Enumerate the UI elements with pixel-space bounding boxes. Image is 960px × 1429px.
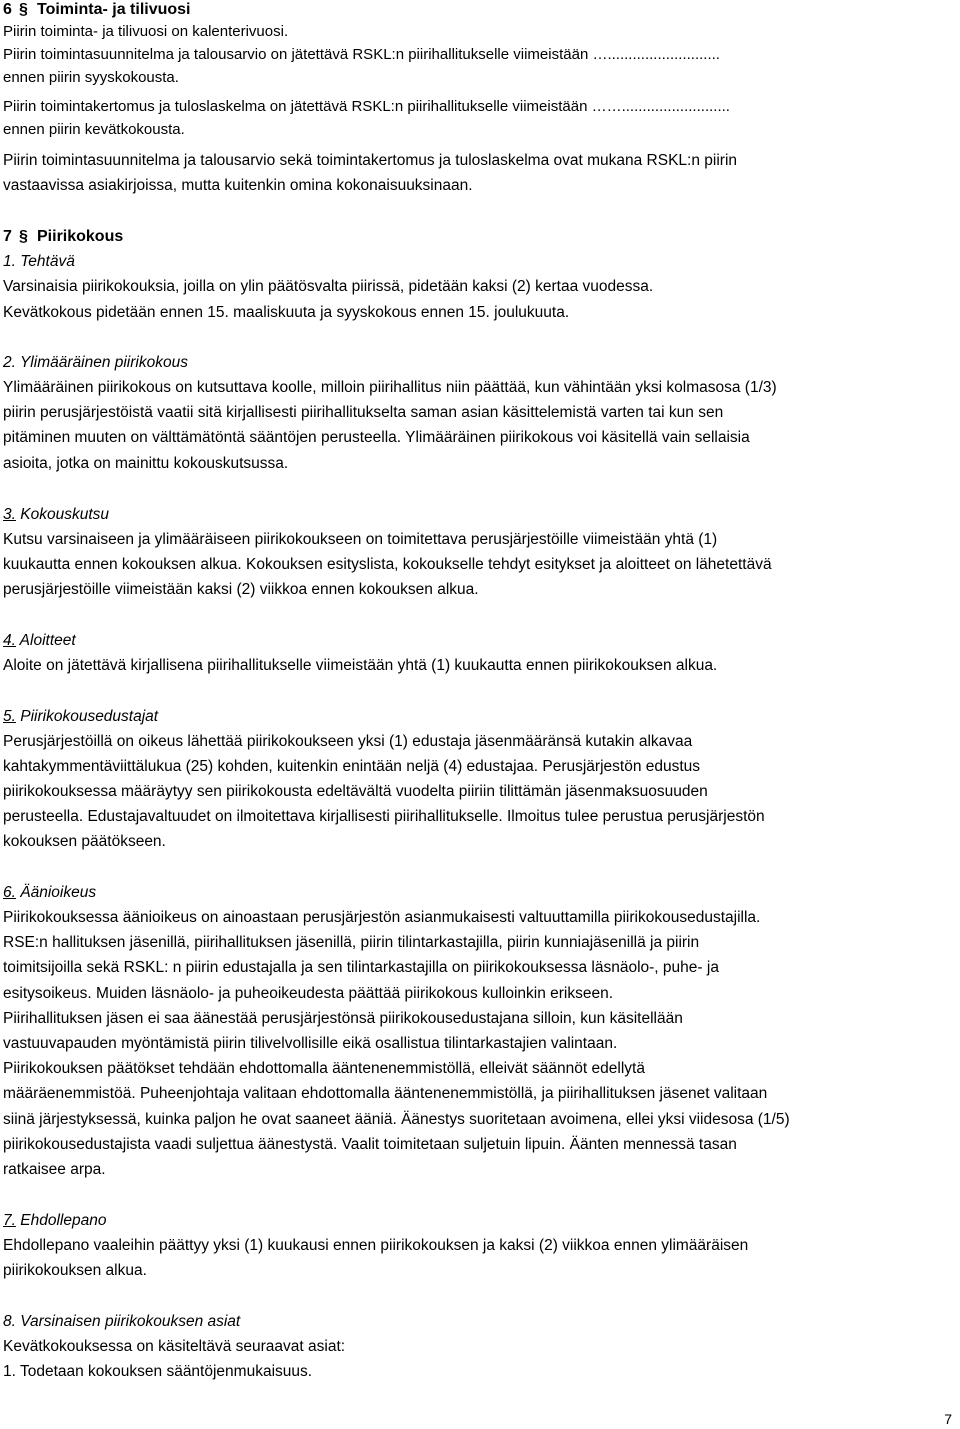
subsection-heading	[3, 707, 158, 727]
text-line: piirikokousedustajista vaadi suljettua äänestystä. Vaalit toimitetaan suljetuin lipuin. Äänten mennessä tasan	[3, 1136, 737, 1153]
section-title: Toiminta- ja tilivuosi	[37, 1, 191, 18]
text-line: piirikokouksen alkua.	[3, 1262, 147, 1279]
text-line: vastaavissa asiakirjoissa, mutta kuitenkin omina kokonaisuuksinaan.	[3, 177, 473, 194]
text-line: toimitsijoilla sekä RSKL: n piirin edustajalla ja sen tilintarkastajilla on piirikokouksessa läsnäolo-, puhe- ja	[3, 959, 719, 976]
subsection-heading	[3, 1312, 240, 1332]
text-line: Ylimääräinen piirikokous on kutsuttava koolle, milloin piirihallitus niin päättää, kun vähintään yksi kolmasosa (1/3)	[3, 379, 777, 396]
subsection-heading	[3, 883, 96, 903]
subsection-number: 1.	[3, 253, 16, 270]
text-line: vastuuvapauden myöntämistä piirin tilivelvollisille eikä osallistua tilintarkastajien valintaan.	[3, 1035, 618, 1052]
text-line: ennen piirin syyskokousta.	[3, 69, 179, 86]
text-line: Kevätkokouksessa on käsiteltävä seuraavat asiat:	[3, 1338, 346, 1355]
subsection-number: 7.	[3, 1212, 16, 1229]
subsection-number: 6.	[3, 884, 16, 901]
text-line: Kutsu varsinaiseen ja ylimääräiseen piirikokoukseen on toimitettava perusjärjestöille viimeistään yhtä (1)	[3, 531, 718, 548]
text-line: perusjärjestöille viimeistään kaksi (2) viikkoa ennen kokouksen alkua.	[3, 581, 479, 598]
text-line: piirikokouksessa määräytyy sen piirikokousta edeltävältä vuodelta piiriin tilittämän jäsenmaksuosuuden	[3, 783, 708, 800]
subsection-title: Piirikokousedustajat	[20, 708, 159, 725]
text-line: RSE:n hallituksen jäsenillä, piirihallituksen jäsenillä, piirin tilintarkastajilla, piirin kunniajäsenillä ja piirin	[3, 934, 700, 951]
subsection-heading	[3, 1211, 106, 1231]
text-line: perusteella. Edustajavaltuudet on ilmoitettava kirjallisesti piirihallitukselle. Ilmoitus tulee perustua perusjärjestön	[3, 808, 765, 825]
text-line: määräenemmistöä. Puheenjohtaja valitaan ehdottomalla ääntenenemmistöllä, ja piirihallituksen jäsenet valitaan	[3, 1085, 768, 1102]
section-sign: §	[19, 228, 28, 245]
text-line: ennen piirin kevätkokousta.	[3, 121, 185, 138]
text-line: kuukautta ennen kokouksen alkua. Kokouksen esityslista, kokoukselle tehdyt esitykset ja aloitteet on lähetettävä	[3, 556, 772, 573]
text-line: Piirin toimintasuunnitelma ja talousarvio on jätettävä RSKL:n piirihallitukselle viimeistään …...........................	[3, 46, 720, 63]
text-line: Piirin toimintakertomus ja tuloslaskelma on jätettävä RSKL:n piirihallitukselle viimeistään ……..........................	[3, 98, 730, 115]
subsection-number: 3.	[3, 506, 16, 523]
subsection-number: 2.	[3, 354, 16, 371]
subsection-title: Tehtävä	[20, 253, 75, 270]
subsection-heading	[3, 252, 75, 272]
subsection-title: Kokouskutsu	[20, 506, 109, 523]
text-line: Varsinaisia piirikokouksia, joilla on ylin päätösvalta piirissä, pidetään kaksi (2) kertaa vuodessa.	[3, 278, 654, 295]
section-title: Piirikokous	[37, 228, 124, 245]
text-line: siinä järjestyksessä, kuinka paljon he ovat saaneet ääniä. Äänestys suoritetaan avoimena, ellei yksi viidesosa (1/5)	[3, 1111, 790, 1128]
text-line: Piirin toimintasuunnitelma ja talousarvio sekä toimintakertomus ja tuloslaskelma ovat mukana RSKL:n piirin	[3, 152, 738, 169]
section-7-heading	[3, 227, 123, 247]
page-number: 7	[944, 1411, 952, 1427]
text-line: 1. Todetaan kokouksen sääntöjenmukaisuus.	[3, 1363, 313, 1380]
text-line: Ehdollepano vaaleihin päättyy yksi (1) kuukausi ennen piirikokouksen ja kaksi (2) viikkoa ennen ylimääräisen	[3, 1237, 749, 1254]
subsection-number: 4.	[3, 632, 16, 649]
subsection-title: Aloitteet	[19, 632, 76, 649]
subsection-title: Varsinaisen piirikokouksen asiat	[20, 1313, 241, 1330]
text-line: Aloite on jätettävä kirjallisena piirihallitukselle viimeistään yhtä (1) kuukautta ennen piirikokouksen alkua.	[3, 657, 718, 674]
section-sign: §	[19, 1, 28, 18]
text-line: ratkaisee arpa.	[3, 1161, 106, 1178]
subsection-title: Ehdollepano	[20, 1212, 107, 1229]
subsection-number: 8.	[3, 1313, 16, 1330]
text-line: esitysoikeus. Muiden läsnäolo- ja puheoikeudesta päättää piirikokous kulloinkin erikseen.	[3, 985, 614, 1002]
text-line: Piirihallituksen jäsen ei saa äänestää perusjärjestönsä piirikokousedustajana silloin, kun käsitellään	[3, 1010, 683, 1027]
text-line: asioita, jotka on mainittu kokouskutsussa.	[3, 455, 289, 472]
text-line: Kevätkokous pidetään ennen 15. maaliskuuta ja syyskokous ennen 15. joulukuuta.	[3, 304, 570, 321]
text-line: kahtakymmentäviittälukua (25) kohden, kuitenkin enintään neljä (4) edustajaa. Perusjärjestön edustus	[3, 758, 701, 775]
text-line: kokouksen päätökseen.	[3, 833, 166, 850]
section-number: 6	[3, 1, 12, 18]
subsection-heading	[3, 353, 188, 373]
text-line: pitäminen muuten on välttämätöntä sääntöjen perusteella. Ylimääräinen piirikokous voi käsitellä vain sellaisia	[3, 429, 750, 446]
subsection-title: Äänioikeus	[20, 884, 97, 901]
subsection-heading	[3, 631, 76, 651]
text-line: Piirikokouksen päätökset tehdään ehdottomalla ääntenenemmistöllä, elleivät säännöt edellytä	[3, 1060, 645, 1077]
section-number: 7	[3, 228, 12, 245]
subsection-title: Ylimääräinen piirikokous	[19, 354, 188, 371]
text-line: Piirin toiminta- ja tilivuosi on kalenterivuosi.	[3, 23, 289, 40]
subsection-heading	[3, 505, 109, 525]
text-line: Piirikokouksessa äänioikeus on ainoastaan perusjärjestön asianmukaisesti valtuuttamilla piirikokousedustajilla.	[3, 909, 761, 926]
text-line: Perusjärjestöillä on oikeus lähettää piirikokoukseen yksi (1) edustaja jäsenmääränsä kutakin alkavaa	[3, 733, 693, 750]
text-line: piirin perusjärjestöistä vaatii sitä kirjallisesti piirihallitukselta saman asian käsittelemistä varten tai kun sen	[3, 404, 724, 421]
subsection-number: 5.	[3, 708, 16, 725]
section-6-heading	[3, 0, 191, 20]
